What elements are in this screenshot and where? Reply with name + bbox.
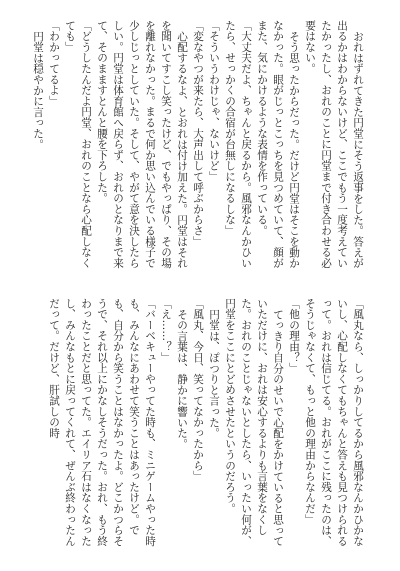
- dialogue-line: 「わかってるよ」: [48, 20, 60, 107]
- upper-vertical-text: [30, 20, 366, 272]
- dialogue-line: 「風丸なら、しっかりしてるから風邪なんかひかないし、心配しなくてもちゃんと答えも見つけられるって。おれは信じてる。おれがここに残ったのは、そうじゃなくて、もっと他の理由からなんだ」: [304, 298, 364, 547]
- paragraph: 円堂は、ぽつりと言った。: [208, 308, 220, 439]
- paragraph: その言葉は、静かに響いた。: [176, 308, 188, 449]
- paragraph: てっきり自分のせいで心配をかけていると思っていただけに、おれは安心するよりも言葉をなくした。おれのことじゃないとしたら、いったい何が、円堂をここにとどめさせたというのだろう。: [224, 298, 284, 547]
- dialogue-line: 「大丈夫だよ、ちゃんと戻るから。風邪なんかひいたら、せっかくの合宿が台無しになるしな」: [224, 20, 252, 269]
- lower-vertical-text: [46, 298, 366, 550]
- dialogue-line: 「風丸、今日、笑ってなかったから」: [192, 298, 204, 482]
- paragraph: 心配するなよ、とおれは付け加えた。円堂はそれを聞いてすこし笑ったけど、でもやっぱり、その場を離れなかった。まるで何か思い込んでいる様子で少しじっとしていた。そして、やがて意を決したらしい。円堂は体育館へ戻らず、おれのとなりまで来て、そのまますとんと腰を下ろした。: [96, 20, 188, 269]
- paragraph: 円堂は穏やかに言った。: [32, 30, 44, 150]
- upper-text-block: [0, 20, 400, 272]
- dialogue-line: 「変なやつが来たら、大声出して呼ぶからさ」: [192, 20, 204, 247]
- dialogue-line: 「バーベキューやってた時も、ミニゲームやった時も、みんなにあわせて笑うことはあったけど。でも、自分から笑うことはなかったよ。どこかつらそうで、それ以上にかなしそうだった。おれ、もう終わったことだと思ってた。エイリア石はなくなったし、みんなもとに戻ってくれて、ぜんぶ終わったんだって。だけど、肝試しの時: [48, 298, 156, 547]
- dialogue-line: 「どうしたんだよ円堂、おれのことなら心配しなくても」: [64, 20, 92, 269]
- dialogue-line: 「そういうわけじゃ、ないけど」: [208, 20, 220, 182]
- lower-text-block: [0, 298, 400, 550]
- paragraph: おれはずれてきた円堂にそう返事をした。答えが出るかはわからないけど、ここでもう一度考えていたかったし、おれのことに円堂まで付き合わせる必要はない。: [304, 20, 364, 269]
- dialogue-line: 「他の理由？」: [288, 298, 300, 374]
- dialogue-line: 「え……？」: [160, 298, 172, 363]
- paragraph: そう思ったからだった。だけど円堂はそこを動かなかった。眼がじっとこっちを見つめていて、顔がまた、気にかけるような表情を作っている。: [256, 20, 300, 269]
